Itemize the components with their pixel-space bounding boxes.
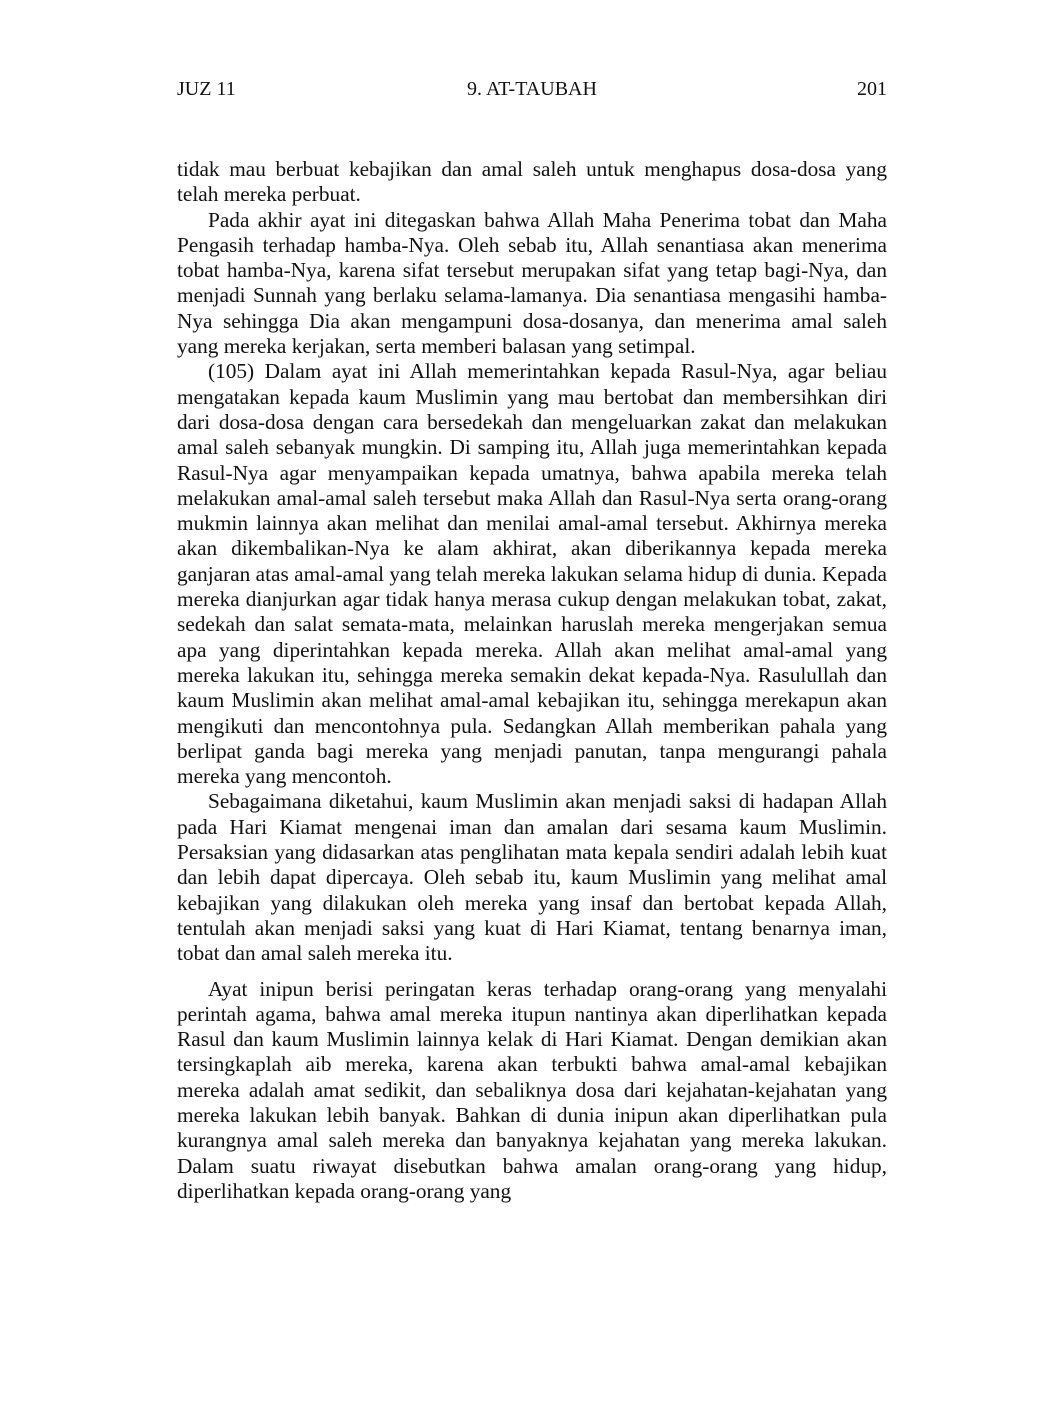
juz-label: JUZ 11 [177,78,236,100]
paragraph: Ayat inipun berisi peringatan keras terhadap orang-orang yang menyalahi perintah agama, bahwa amal mereka itupun nantinya akan diperlihatkan kepada Rasul dan kaum Muslimin lainnya kelak di Hari Kiamat. Dengan demikian akan tersingkaplah aib mereka, karena akan terbukti bahwa amal-amal kebajikan mereka adalah amat sedikit, dan sebaliknya dosa dari kejahatan-kejahatan yang mereka lakukan lebih banyak. Bahkan di dunia inipun akan diperlihatkan pula kurangnya amal saleh mereka dan banyaknya kejahatan yang mereka lakukan. Dalam suatu riwayat disebutkan bahwa amalan orang-orang yang hidup, diperlihatkan kepada orang-orang yang [177,976,887,1203]
body-text [177,157,887,1204]
paragraph: Pada akhir ayat ini ditegaskan bahwa Allah Maha Penerima tobat dan Maha Pengasih terhadap hamba-Nya. Oleh sebab itu, Allah senantiasa akan menerima tobat hamba-Nya, karena sifat tersebut merupakan sifat yang tetap bagi-Nya, dan menjadi Sunnah yang berlaku selama-lamanya. Dia senantiasa mengasihi hamba-Nya sehingga Dia akan mengampuni dosa-dosanya, dan menerima amal saleh yang mereka kerjakan, serta memberi balasan yang setimpal. [177,207,887,359]
paragraph: Sebagaimana diketahui, kaum Muslimin akan menjadi saksi di hadapan Allah pada Hari Kiamat mengenai iman dan amalan dari sesama kaum Muslimin. Persaksian yang didasarkan atas penglihatan mata kepala sendiri adalah lebih kuat dan lebih dapat dipercaya. Oleh sebab itu, kaum Muslimin yang melihat amal kebajikan yang dilakukan oleh mereka yang insaf dan bertobat kepada Allah, tentulah akan menjadi saksi yang kuat di Hari Kiamat, tentang benarnya iman, tobat dan amal saleh mereka itu. [177,789,887,966]
page-number: 201 [857,78,887,100]
document-page [177,0,887,1417]
paragraph: (105) Dalam ayat ini Allah memerintahkan kepada Rasul-Nya, agar beliau mengatakan kepada kaum Muslimin yang mau bertobat dan membersihkan diri dari dosa-dosa dengan cara bersedekah dan mengeluarkan zakat dan melakukan amal saleh sebanyak mungkin. Di samping itu, Allah juga memerintahkan kepada Rasul-Nya agar menyampaikan kepada umatnya, bahwa apabila mereka telah melakukan amal-amal saleh tersebut maka Allah dan Rasul-Nya serta orang-orang mukmin lainnya akan melihat dan menilai amal-amal tersebut. Akhirnya mereka akan dikembalikan-Nya ke alam akhirat, akan diberikannya kepada mereka ganjaran atas amal-amal yang telah mereka lakukan selama hidup di dunia. Kepada mereka dianjurkan agar tidak hanya merasa cukup dengan melakukan tobat, zakat, sedekah dan salat semata-mata, melainkan haruslah mereka mengerjakan semua apa yang diperintahkan kepada mereka. Allah akan melihat amal-amal yang mereka lakukan itu, sehingga mereka semakin dekat kepada-Nya. Rasulullah dan kaum Muslimin akan melihat amal-amal kebajikan itu, sehingga merekapun akan mengikuti dan mencontohnya pula. Sedangkan Allah memberikan pahala yang berlipat ganda bagi mereka yang menjadi panutan, tanpa mengurangi pahala mereka yang mencontoh. [177,359,887,789]
running-header [177,74,887,104]
surah-title: 9. AT-TAUBAH [467,78,597,100]
paragraph: tidak mau berbuat kebajikan dan amal saleh untuk menghapus dosa-dosa yang telah mereka perbuat. [177,157,887,207]
